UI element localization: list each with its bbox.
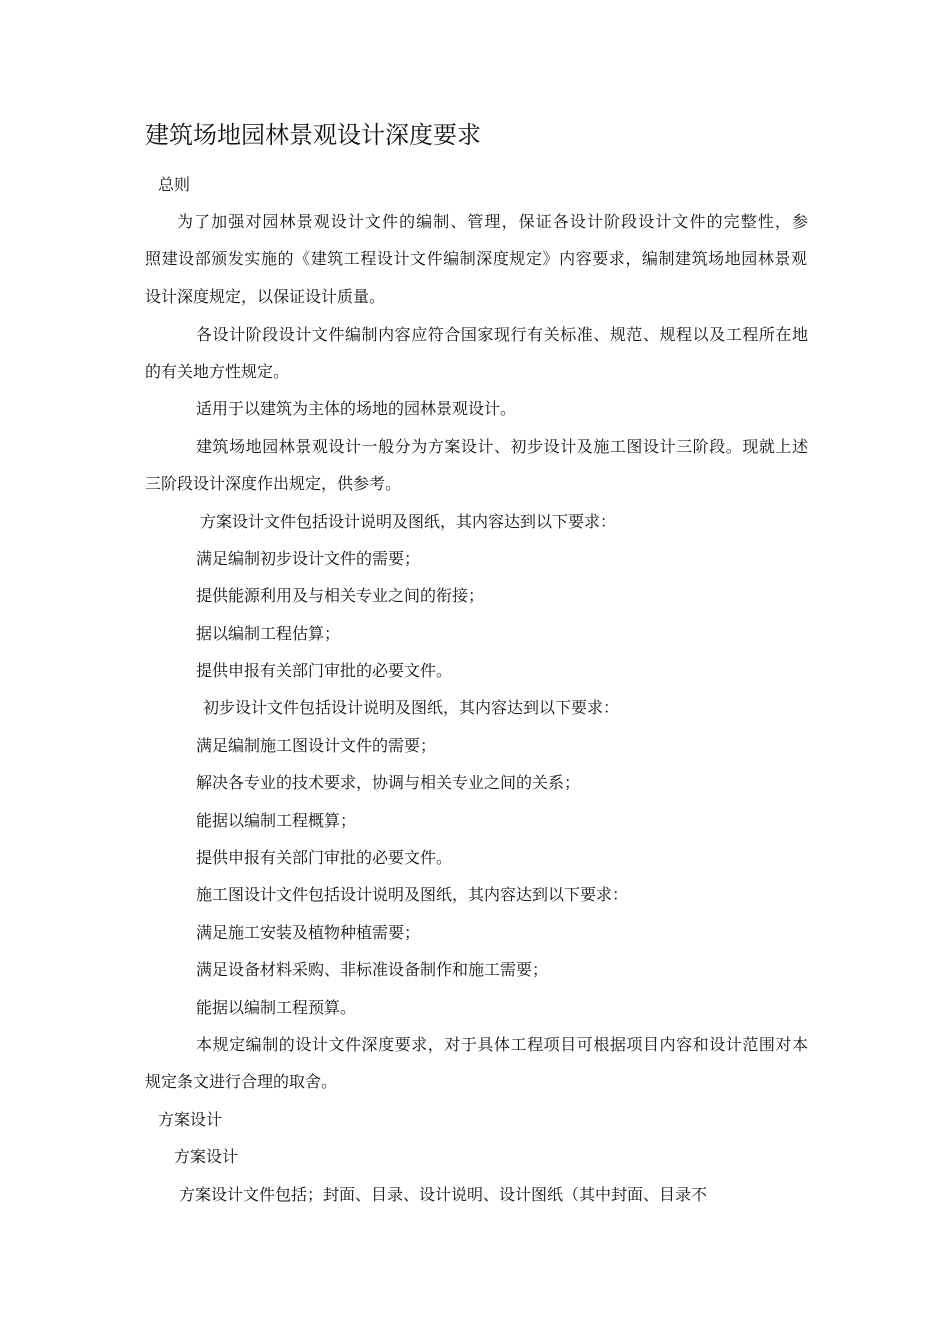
list-item: 提供申报有关部门审批的必要文件。 <box>196 661 453 680</box>
paragraph-standards-line-1: 各设计阶段设计文件编制内容应符合国家现行有关标准、规范、规程以及工程所在地 <box>196 325 808 344</box>
paragraph-intro-line-1: 为了加强对园林景观设计文件的编制、管理，保证各设计阶段设计文件的完整性，参 <box>177 212 808 231</box>
list-item: 满足施工安装及植物种植需要； <box>196 923 421 942</box>
list-item: 满足设备材料采购、非标准设备制作和施工需要； <box>196 960 549 979</box>
paragraph-scope: 适用于以建筑为主体的场地的园林景观设计。 <box>196 399 517 418</box>
paragraph-standards-line-2: 的有关地方性规定。 <box>145 362 290 381</box>
preliminary-requirements-intro: 初步设计文件包括设计说明及图纸，其内容达到以下要求： <box>203 698 620 717</box>
list-item: 据以编制工程估算； <box>196 624 341 643</box>
list-item: 满足编制施工图设计文件的需要； <box>196 736 437 755</box>
paragraph-stages-line-1: 建筑场地园林景观设计一般分为方案设计、初步设计及施工图设计三阶段。现就上述 <box>196 437 808 456</box>
paragraph-intro-line-3: 设计深度规定，以保证设计质量。 <box>145 287 386 306</box>
document-title: 建筑场地园林景观设计深度要求 <box>145 121 481 149</box>
list-item: 能据以编制工程概算； <box>196 811 357 830</box>
paragraph-scheme-contents: 方案设计文件包括；封面、目录、设计说明、设计图纸（其中封面、目录不 <box>179 1185 708 1204</box>
paragraph-flexibility-line-1: 本规定编制的设计文件深度要求，对于具体工程项目可根据项目内容和设计范围对本 <box>196 1035 808 1054</box>
list-item: 解决各专业的技术要求，协调与相关专业之间的关系； <box>196 773 581 792</box>
paragraph-stages-line-2: 三阶段设计深度作出规定，供参考。 <box>145 474 402 493</box>
list-item: 满足编制初步设计文件的需要； <box>196 549 421 568</box>
scheme-requirements-intro: 方案设计文件包括设计说明及图纸，其内容达到以下要求： <box>200 512 617 531</box>
construction-requirements-intro: 施工图设计文件包括设计说明及图纸，其内容达到以下要求： <box>196 885 629 904</box>
list-item: 提供申报有关部门审批的必要文件。 <box>196 848 453 867</box>
paragraph-flexibility-line-2: 规定条文进行合理的取舍。 <box>145 1072 338 1091</box>
section-heading-scheme-design: 方案设计 <box>158 1110 223 1129</box>
list-item: 提供能源利用及与相关专业之间的衔接； <box>196 586 485 605</box>
paragraph-intro-line-2: 照建设部颁发实施的《建筑工程设计文件编制深度规定》内容要求，编制建筑场地园林景观 <box>145 249 807 268</box>
section-heading-general: 总则 <box>158 175 191 194</box>
subsection-heading-scheme-design: 方案设计 <box>174 1147 239 1166</box>
list-item: 能据以编制工程预算。 <box>196 998 357 1017</box>
